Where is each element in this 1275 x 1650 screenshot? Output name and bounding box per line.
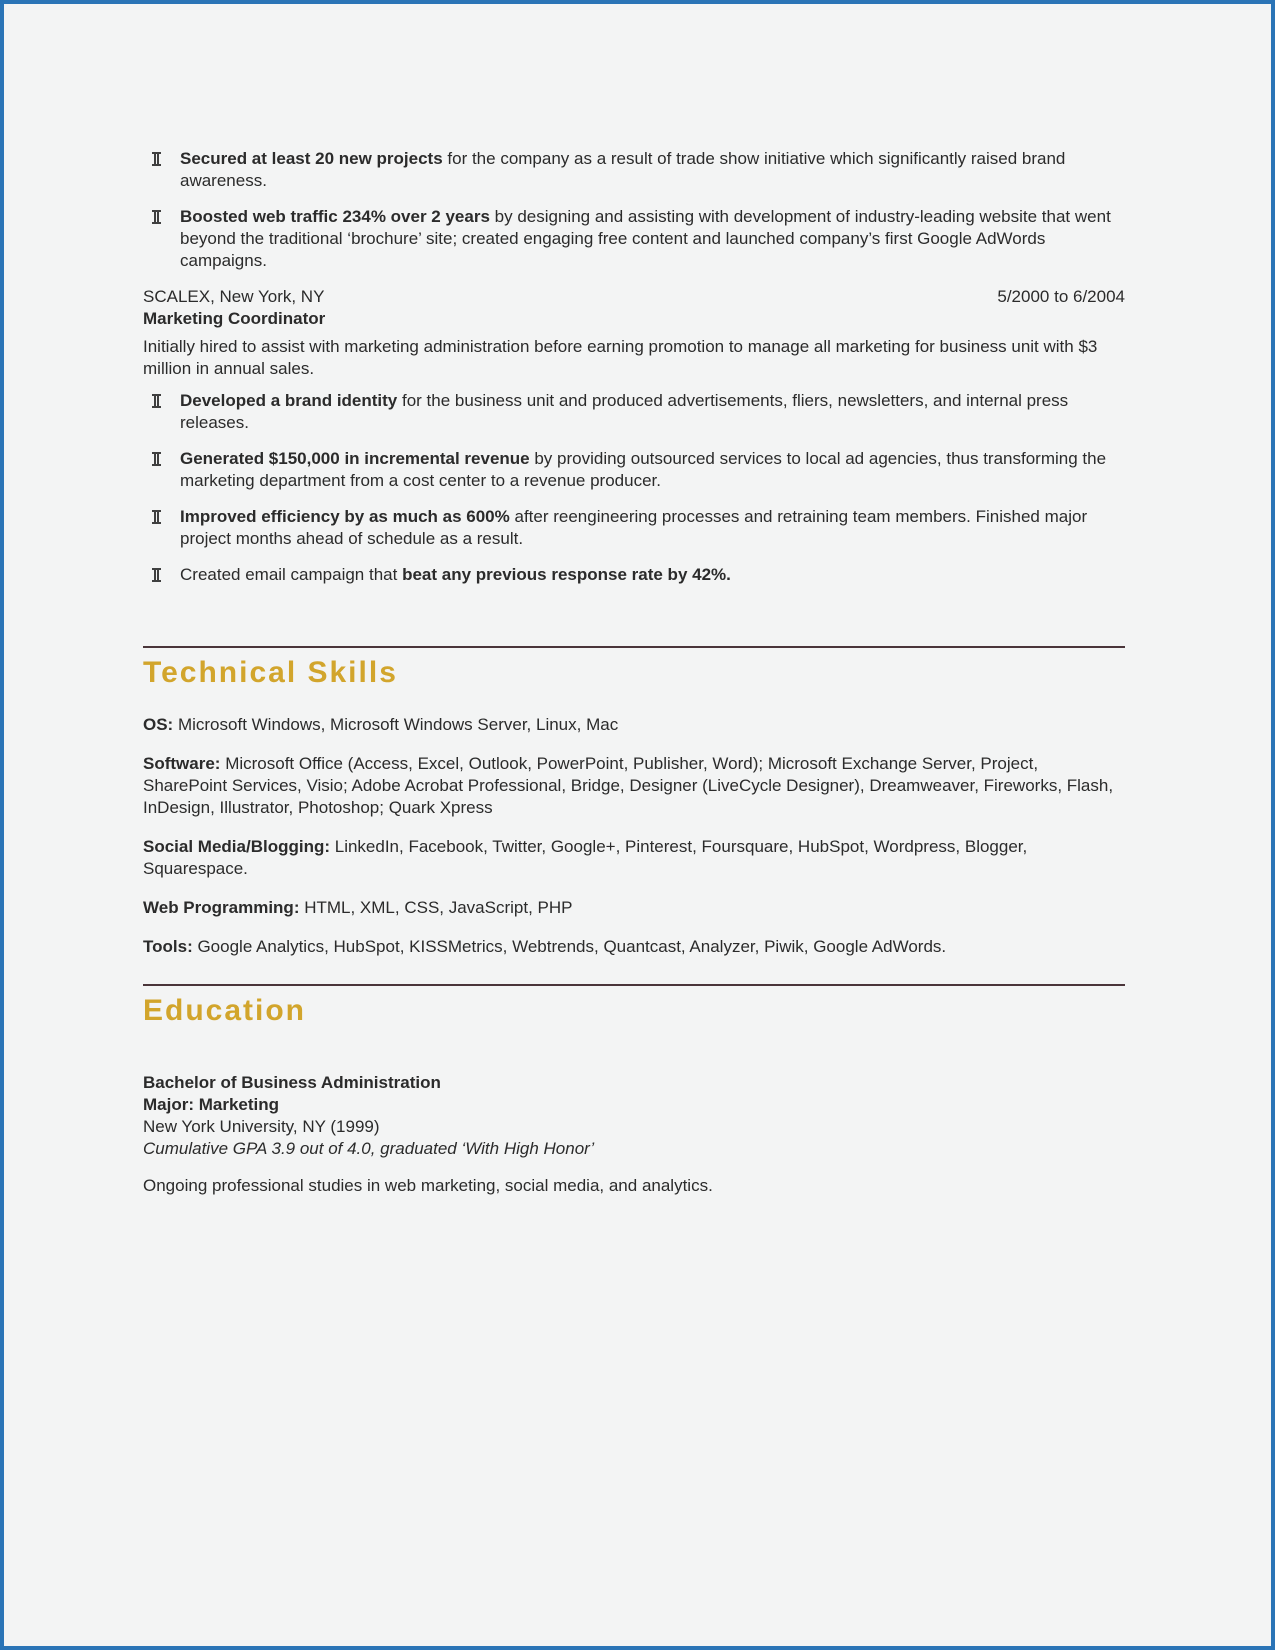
bullet-item bbox=[143, 564, 1125, 586]
education-gpa: Cumulative GPA 3.9 out of 4.0, graduated ‘With High Honor’ bbox=[143, 1139, 595, 1158]
technical-skills-heading: Technical Skills bbox=[143, 656, 398, 689]
bullet-icon bbox=[152, 394, 161, 408]
skill-line-software: Software: Microsoft Office (Access, Excel, Outlook, PowerPoint, Publisher, Word); Microsoft Exchange Server, Project, SharePoint Services, Visio; Adobe Acrobat Professional, Bridge, Designer (LiveCycle Designer), Dreamweaver, Fireworks, Flash, InDesign, Illustrator, Photoshop; Quark Xpress bbox=[143, 754, 1114, 817]
bullet-icon bbox=[152, 452, 161, 466]
job-bullet-list bbox=[143, 390, 1125, 586]
technical-skills-section bbox=[143, 714, 1125, 958]
skill-line-social-media: Social Media/Blogging: LinkedIn, Facebook, Twitter, Google+, Pinterest, Foursquare, HubSpot, Wordpress, Blogger, Squarespace. bbox=[143, 837, 1028, 878]
bullet-item bbox=[143, 506, 1125, 550]
experience-continued-bullet-list bbox=[143, 148, 1125, 272]
document-content bbox=[143, 4, 1125, 1197]
education-degree: Bachelor of Business Administration bbox=[143, 1073, 441, 1092]
job-title: Marketing Coordinator bbox=[143, 309, 326, 328]
education-school: New York University, NY (1999) bbox=[143, 1117, 380, 1136]
bullet-text: Generated $150,000 in incremental revenue by providing outsourced services to local ad agencies, thus transforming the marketing department from a cost center to a revenue producer. bbox=[180, 449, 1107, 490]
bullet-item bbox=[143, 390, 1125, 434]
bullet-text: Boosted web traffic 234% over 2 years by designing and assisting with development of industry-leading website that went beyond the traditional ‘brochure’ site; created engaging free content and launched company’s first Google AdWords campaigns. bbox=[180, 207, 1111, 270]
bullet-text: Created email campaign that beat any previous response rate by 42%. bbox=[180, 565, 731, 584]
job-header bbox=[143, 286, 1125, 308]
skill-line-web-programming: Web Programming: HTML, XML, CSS, JavaScript, PHP bbox=[143, 898, 573, 917]
bullet-icon bbox=[152, 210, 161, 224]
bullet-item bbox=[143, 206, 1125, 272]
education-heading: Education bbox=[143, 994, 307, 1027]
section-divider bbox=[143, 984, 1125, 986]
bullet-icon bbox=[152, 568, 161, 582]
section-divider bbox=[143, 646, 1125, 648]
bullet-text: Improved efficiency by as much as 600% after reengineering processes and retraining team members. Finished major project months ahead of schedule as a result. bbox=[180, 507, 1088, 548]
job-dates: 5/2000 to 6/2004 bbox=[997, 287, 1125, 306]
skill-line-tools: Tools: Google Analytics, HubSpot, KISSMetrics, Webtrends, Quantcast, Analyzer, Piwik, Google AdWords. bbox=[143, 937, 947, 956]
job-company-location: SCALEX, New York, NY bbox=[143, 287, 325, 306]
job-summary: Initially hired to assist with marketing administration before earning promotion to manage all marketing for business unit with $3 million in annual sales. bbox=[143, 337, 1098, 378]
bullet-text: Developed a brand identity for the business unit and produced advertisements, fliers, newsletters, and internal press releases. bbox=[180, 391, 1069, 432]
bullet-text: Secured at least 20 new projects for the company as a result of trade show initiative which significantly raised brand awareness. bbox=[180, 149, 1066, 190]
bullet-icon bbox=[152, 510, 161, 524]
education-ongoing-studies: Ongoing professional studies in web marketing, social media, and analytics. bbox=[143, 1176, 713, 1195]
bullet-item bbox=[143, 148, 1125, 192]
bullet-icon bbox=[152, 152, 161, 166]
education-major: Major: Marketing bbox=[143, 1095, 280, 1114]
bullet-item bbox=[143, 448, 1125, 492]
education-entry bbox=[143, 1072, 1125, 1160]
skill-line-os: OS: Microsoft Windows, Microsoft Windows Server, Linux, Mac bbox=[143, 715, 619, 734]
